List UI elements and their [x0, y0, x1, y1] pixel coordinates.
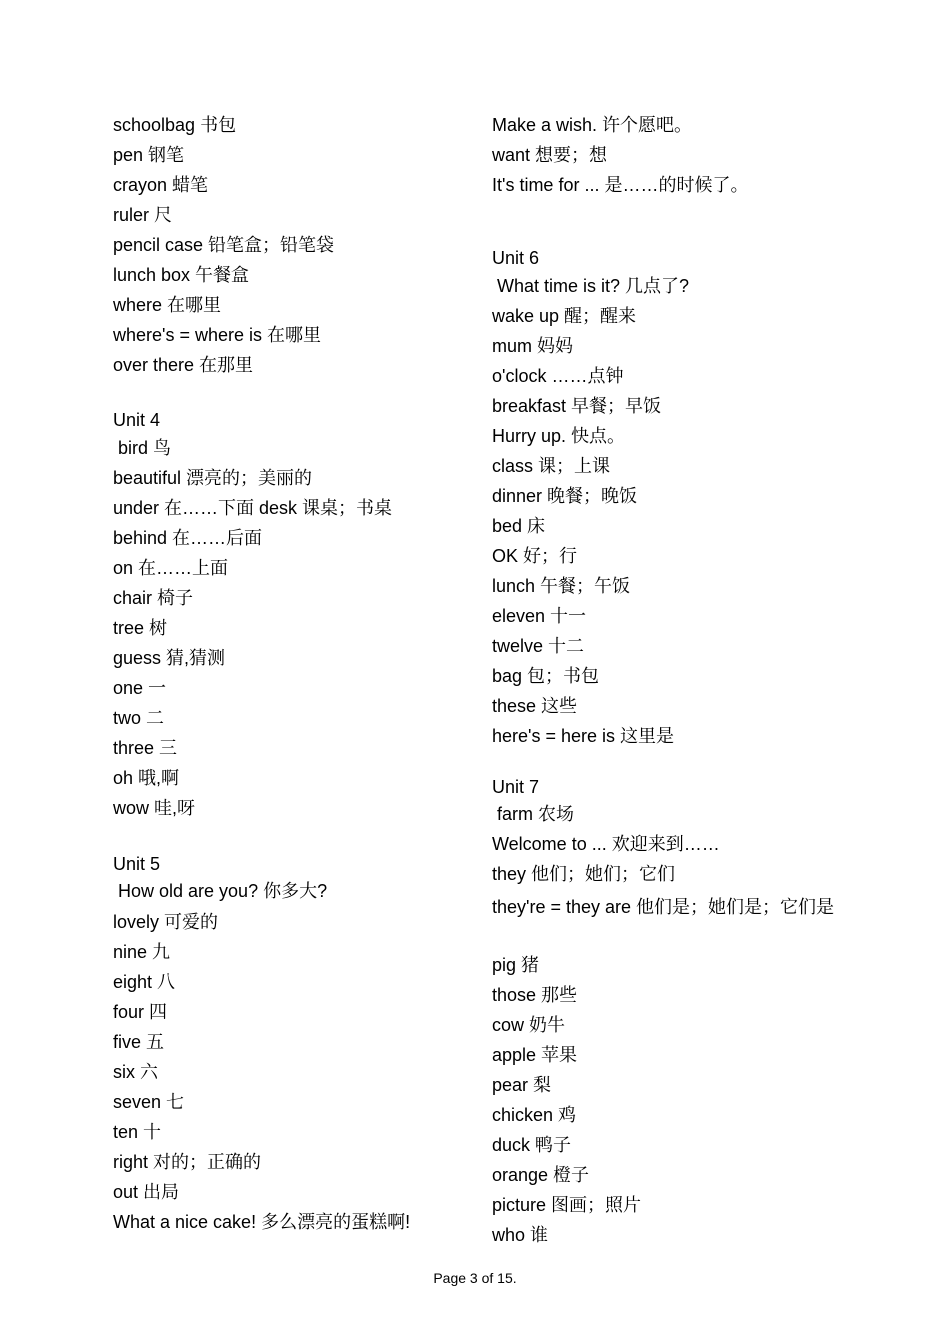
vocab-line: wow 哇,呀	[113, 798, 196, 818]
vocab-line: bird 鸟	[118, 438, 172, 458]
vocab-line: one 一	[113, 678, 167, 698]
unit-heading: Unit 5	[113, 854, 161, 874]
vocab-line: want 想要；想	[492, 145, 608, 165]
vocab-line: nine 九	[113, 942, 171, 962]
vocab-line: mum 妈妈	[492, 336, 573, 356]
vocab-line: guess 猜,猜测	[113, 648, 226, 668]
vocab-line: duck 鸭子	[492, 1135, 572, 1155]
vocab-line: Make a wish. 许个愿吧。	[492, 115, 693, 135]
vocab-line: It's time for ... 是……的时候了。	[492, 175, 749, 195]
vocab-line: Welcome to ... 欢迎来到……	[492, 834, 720, 854]
vocab-line: cow 奶牛	[492, 1015, 566, 1035]
vocab-line: under 在……下面 desk 课桌；书桌	[113, 498, 393, 518]
vocab-line: seven 七	[113, 1092, 185, 1112]
vocab-line: What a nice cake! 多么漂亮的蛋糕啊!	[113, 1212, 411, 1232]
vocab-line: tree 树	[113, 618, 168, 638]
vocab-line: beautiful 漂亮的；美丽的	[113, 468, 313, 488]
vocab-line: orange 橙子	[492, 1165, 590, 1185]
vocab-line: picture 图画；照片	[492, 1195, 642, 1215]
vocab-line: chair 椅子	[113, 588, 194, 608]
vocab-line: ten 十	[113, 1122, 162, 1142]
vocab-line: where's = where is 在哪里	[113, 325, 322, 345]
vocab-line: OK 好；行	[492, 546, 578, 566]
vocab-line: chicken 鸡	[492, 1105, 577, 1125]
vocab-line: here's = here is 这里是	[492, 726, 675, 746]
vocab-line: six 六	[113, 1062, 158, 1082]
vocab-line: apple 苹果	[492, 1045, 578, 1065]
vocab-line: those 那些	[492, 985, 578, 1005]
vocab-line: lovely 可爱的	[113, 912, 219, 932]
vocab-line: pig 猪	[492, 955, 540, 975]
vocab-line: What time is it? 几点了?	[497, 276, 690, 296]
vocab-line: over there 在那里	[113, 355, 254, 375]
vocab-line: pear 梨	[492, 1075, 552, 1095]
page-number: Page 3 of 15.	[433, 1270, 517, 1286]
vocab-line: oh 哦,啊	[113, 768, 180, 788]
vocab-line: o'clock ……点钟	[492, 366, 624, 386]
vocab-line: schoolbag 书包	[113, 115, 237, 135]
vocab-line: five 五	[113, 1032, 165, 1052]
vocab-line: these 这些	[492, 696, 578, 716]
vocab-line: where 在哪里	[113, 295, 222, 315]
vocab-line: three 三	[113, 738, 178, 758]
unit-heading: Unit 4	[113, 410, 161, 430]
vocab-line: crayon 蜡笔	[113, 175, 209, 195]
vocab-line: twelve 十二	[492, 636, 585, 656]
vocab-line: they're = they are 他们是；她们是；它们是	[492, 897, 835, 917]
vocab-line: pen 钢笔	[113, 145, 185, 165]
vocab-line: farm 农场	[497, 804, 575, 824]
unit-heading: Unit 7	[492, 777, 540, 797]
vocab-line: eight 八	[113, 972, 176, 992]
vocab-line: wake up 醒；醒来	[492, 306, 637, 326]
vocab-line: pencil case 铅笔盒；铅笔袋	[113, 235, 335, 255]
vocab-line: class 课；上课	[492, 456, 611, 476]
vocab-line: lunch box 午餐盒	[113, 265, 250, 285]
vocab-line: on 在……上面	[113, 558, 229, 578]
vocab-line: right 对的；正确的	[113, 1152, 262, 1172]
vocab-line: two 二	[113, 708, 165, 728]
vocab-line: breakfast 早餐；早饭	[492, 396, 662, 416]
vocab-line: dinner 晚餐；晚饭	[492, 486, 638, 506]
vocab-line: four 四	[113, 1002, 168, 1022]
vocab-line: who 谁	[492, 1225, 549, 1245]
vocab-line: eleven 十一	[492, 606, 587, 626]
vocab-line: behind 在……后面	[113, 528, 263, 548]
vocab-line: Hurry up. 快点。	[492, 426, 626, 446]
vocab-line: bed 床	[492, 516, 546, 536]
unit-heading: Unit 6	[492, 248, 540, 268]
vocab-line: How old are you? 你多大?	[118, 881, 328, 901]
vocab-line: they 他们；她们；它们	[492, 864, 676, 884]
vocab-line: bag 包；书包	[492, 666, 600, 686]
vocab-line: ruler 尺	[113, 205, 173, 225]
vocab-line: lunch 午餐；午饭	[492, 576, 631, 596]
vocab-line: out 出局	[113, 1182, 180, 1202]
